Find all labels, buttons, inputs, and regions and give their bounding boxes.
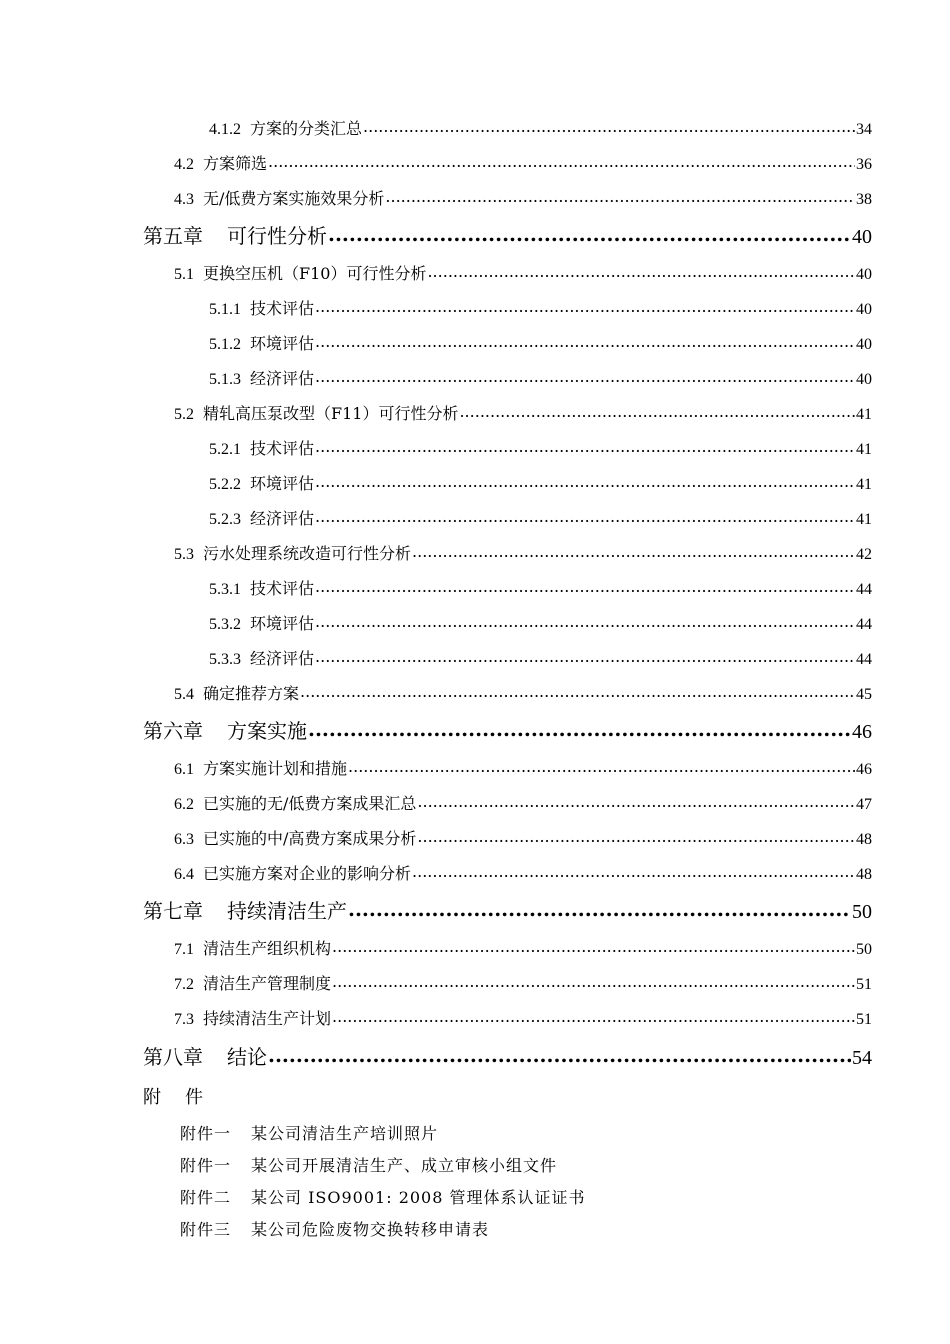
toc-entry[interactable] (209, 611, 872, 634)
toc-page-number: 46 (856, 761, 872, 778)
toc-entry[interactable] (209, 366, 872, 389)
toc-entry[interactable] (209, 331, 872, 354)
toc-page-number: 48 (856, 866, 872, 883)
toc-page-number: 40 (856, 336, 872, 353)
toc-number: 5.2.2 (209, 476, 241, 493)
toc-chapter-entry[interactable] (143, 1041, 872, 1070)
toc-number: 7.3 (174, 1011, 194, 1028)
toc-number: 5.3.1 (209, 581, 241, 598)
toc-page-number: 48 (856, 831, 872, 848)
attachment-label: 附件一 (180, 1156, 232, 1175)
toc-chapter-number: 第五章 (143, 226, 203, 248)
toc-entry[interactable] (174, 541, 872, 564)
attachment-text: 某公司危险废物交换转移申请表 (251, 1220, 490, 1239)
toc-leader-dots (315, 437, 855, 456)
toc-number: 4.2 (174, 156, 194, 173)
toc-page-number: 51 (856, 976, 872, 993)
toc-page-number: 34 (856, 121, 872, 138)
toc-page-number: 47 (856, 796, 872, 813)
toc-number: 5.2.1 (209, 441, 241, 458)
toc-number: 6.3 (174, 831, 194, 848)
toc-title: 污水处理系统改造可行性分析 (203, 544, 412, 563)
toc-page-number: 50 (856, 941, 872, 958)
toc-title: 环境评估 (250, 614, 315, 633)
toc-title: 方案实施计划和措施 (203, 759, 348, 778)
toc-entry[interactable] (174, 186, 872, 209)
toc-leader-dots (417, 792, 855, 811)
toc-leader-dots (315, 332, 855, 351)
attachment-label: 附件一 (180, 1124, 232, 1143)
toc-entry[interactable] (174, 151, 872, 174)
toc-number: 4.3 (174, 191, 194, 208)
toc-leader-dots (315, 297, 855, 316)
toc-title: 环境评估 (250, 334, 315, 353)
toc-leader-dots (315, 647, 855, 666)
toc-title: 无/低费方案实施效果分析 (203, 189, 385, 208)
toc-page-number: 40 (856, 301, 872, 318)
toc-page-number: 40 (856, 371, 872, 388)
toc-page-number: 40 (852, 226, 872, 248)
toc-leader-dots (332, 972, 855, 991)
toc-page-number: 45 (856, 686, 872, 703)
toc-leader-dots (332, 1007, 855, 1026)
toc-title: 已实施的无/低费方案成果汇总 (203, 794, 417, 813)
toc-title: 清洁生产组织机构 (203, 939, 332, 958)
toc-chapter-number: 第六章 (143, 721, 203, 743)
toc-page-number: 54 (852, 1047, 872, 1069)
toc-number: 6.1 (174, 761, 194, 778)
toc-number: 5.1.3 (209, 371, 241, 388)
attachment-label: 附件二 (180, 1188, 232, 1207)
toc-number: 7.2 (174, 976, 194, 993)
toc-entry[interactable] (174, 1006, 872, 1029)
toc-leader-dots (412, 542, 855, 561)
toc-page-number: 40 (856, 266, 872, 283)
toc-leader-dots (315, 507, 855, 526)
attachment-text: 某公司清洁生产培训照片 (251, 1124, 439, 1143)
toc-entry[interactable] (174, 791, 872, 814)
toc-page-number: 41 (856, 406, 872, 423)
toc-page-number: 41 (856, 511, 872, 528)
toc-leader-dots (328, 222, 851, 246)
toc-entry[interactable] (209, 576, 872, 599)
toc-leader-dots (308, 717, 851, 741)
toc-page-number: 50 (852, 901, 872, 923)
toc-number: 4.1.2 (209, 121, 241, 138)
toc-leader-dots (385, 187, 855, 206)
toc-leader-dots (363, 117, 855, 136)
toc-chapter-entry[interactable] (143, 895, 872, 924)
toc-entry[interactable] (174, 861, 872, 884)
toc-entry[interactable] (174, 826, 872, 849)
toc-page-number: 42 (856, 546, 872, 563)
toc-title: 持续清洁生产计划 (203, 1009, 332, 1028)
toc-number: 5.4 (174, 686, 194, 703)
toc-leader-dots (348, 897, 851, 921)
toc-leader-dots (315, 577, 855, 596)
toc-entry[interactable] (209, 471, 872, 494)
toc-page-number: 38 (856, 191, 872, 208)
toc-page-number: 44 (856, 616, 872, 633)
toc-entry[interactable] (209, 116, 872, 139)
toc-title: 经济评估 (250, 509, 315, 528)
toc-leader-dots (427, 262, 855, 281)
toc-title: 确定推荐方案 (203, 684, 300, 703)
toc-title: 方案实施 (227, 719, 307, 743)
toc-chapter-entry[interactable] (143, 715, 872, 744)
toc-leader-dots (315, 367, 855, 386)
toc-title: 技术评估 (250, 439, 315, 458)
toc-chapter-number: 第七章 (143, 901, 203, 923)
attachment-item[interactable] (180, 1153, 557, 1176)
toc-title: 方案筛选 (203, 154, 268, 173)
toc-chapter-number: 第八章 (143, 1047, 203, 1069)
toc-title: 经济评估 (250, 369, 315, 388)
toc-number: 5.3 (174, 546, 194, 563)
toc-number: 5.1 (174, 266, 194, 283)
toc-title: 清洁生产管理制度 (203, 974, 332, 993)
toc-number: 6.2 (174, 796, 194, 813)
attachments-heading: 附件 (143, 1087, 227, 1108)
toc-leader-dots (459, 402, 855, 421)
toc-number: 5.3.2 (209, 616, 241, 633)
toc-title: 精轧高压泵改型（F11）可行性分析 (203, 404, 459, 423)
toc-title: 方案的分类汇总 (250, 119, 363, 138)
toc-title: 已实施的中/高费方案成果分析 (203, 829, 417, 848)
toc-title: 更换空压机（F10）可行性分析 (203, 264, 427, 283)
toc-title: 技术评估 (250, 579, 315, 598)
toc-title: 持续清洁生产 (227, 899, 347, 923)
attachment-item[interactable] (180, 1185, 586, 1208)
toc-leader-dots (315, 612, 855, 631)
toc-title: 环境评估 (250, 474, 315, 493)
toc-page-number: 41 (856, 441, 872, 458)
toc-leader-dots (412, 862, 855, 881)
toc-page-number: 36 (856, 156, 872, 173)
toc-leader-dots (268, 1043, 851, 1067)
attachment-text: 某公司开展清洁生产、成立审核小组文件 (251, 1156, 558, 1175)
toc-entry[interactable] (209, 506, 872, 529)
toc-number: 7.1 (174, 941, 194, 958)
toc-title: 已实施方案对企业的影响分析 (203, 864, 412, 883)
toc-entry[interactable] (174, 971, 872, 994)
toc-page-number: 44 (856, 581, 872, 598)
toc-entry[interactable] (174, 261, 872, 284)
toc-entry[interactable] (174, 936, 872, 959)
toc-leader-dots (300, 682, 855, 701)
toc-title: 结论 (227, 1045, 267, 1069)
toc-title: 可行性分析 (227, 224, 327, 248)
toc-page-number: 41 (856, 476, 872, 493)
toc-entry[interactable] (209, 296, 872, 319)
toc-page-number: 44 (856, 651, 872, 668)
toc-number: 5.1.1 (209, 301, 241, 318)
attachment-item[interactable] (180, 1217, 489, 1240)
toc-title: 技术评估 (250, 299, 315, 318)
toc-leader-dots (268, 152, 855, 171)
toc-entry[interactable] (209, 436, 872, 459)
toc-number: 5.2.3 (209, 511, 241, 528)
toc-entry[interactable] (174, 681, 872, 704)
toc-page-number: 51 (856, 1011, 872, 1028)
toc-leader-dots (315, 472, 855, 491)
toc-number: 5.1.2 (209, 336, 241, 353)
toc-number: 5.2 (174, 406, 194, 423)
toc-chapter-entry[interactable] (143, 220, 872, 249)
toc-leader-dots (332, 937, 855, 956)
toc-entry[interactable] (174, 401, 872, 424)
toc-leader-dots (417, 827, 855, 846)
toc-number: 5.3.3 (209, 651, 241, 668)
toc-page-number: 46 (852, 721, 872, 743)
toc-leader-dots (348, 757, 855, 776)
attachment-label: 附件三 (180, 1220, 232, 1239)
toc-entry[interactable] (209, 646, 872, 669)
toc-title: 经济评估 (250, 649, 315, 668)
attachment-text: 某公司 ISO9001: 2008 管理体系认证证书 (251, 1188, 586, 1207)
attachment-item[interactable] (180, 1121, 438, 1144)
toc-entry[interactable] (174, 756, 872, 779)
toc-number: 6.4 (174, 866, 194, 883)
